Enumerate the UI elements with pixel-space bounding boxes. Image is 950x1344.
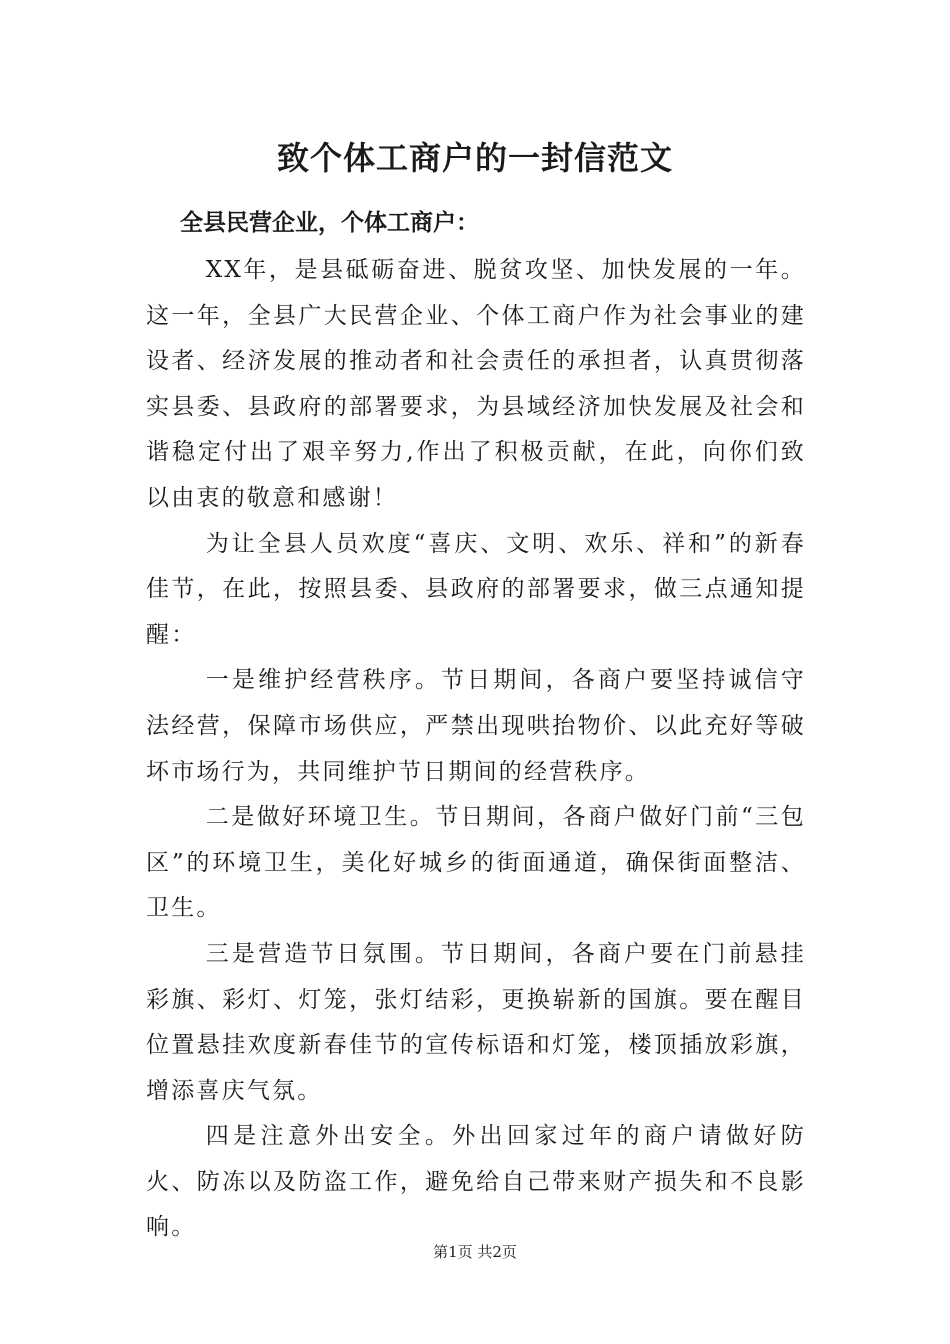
paragraph-point-three: 三是营造节日氛围。节日期间，各商户要在门前悬挂彩旗、彩灯、灯笼，张灯结彩，更换崭新的国旗。要在醒目位置悬挂欢度新春佳节的宣传标语和灯笼，楼顶插放彩旗，增添喜庆气氛。 — [146, 940, 806, 1104]
paragraph-point-two: 二是做好环境卫生。节日期间，各商户做好门前“三包区”的环境卫生，美化好城乡的街面通道，确保街面整洁、卫生。 — [146, 804, 806, 922]
paragraph-notice: 为让全县人员欢度“喜庆、文明、欢乐、祥和”的新春佳节，在此，按照县委、县政府的部署要求，做三点通知提醒： — [146, 530, 806, 648]
paragraph-point-one: 一是维护经营秩序。节日期间，各商户要坚持诚信守法经营，保障市场供应，严禁出现哄抬物价、以此充好等破坏市场行为，共同维护节日期间的经营秩序。 — [146, 667, 806, 785]
letter-body — [146, 248, 806, 1251]
document-title: 致个体工商户的一封信范文 — [276, 139, 673, 177]
paragraph-point-four: 四是注意外出安全。外出回家过年的商户请做好防火、防冻以及防盗工作，避免给自己带来财产损失和不良影响。 — [146, 1123, 806, 1241]
salutation: 全县民营企业，个体工商户： — [180, 209, 479, 236]
page-number: 第1页 共2页 — [433, 1243, 517, 1261]
paragraph-intro: XX年，是县砥砺奋进、脱贫攻坚、加快发展的一年。这一年，全县广大民营企业、个体工商户作为社会事业的建设者、经济发展的推动者和社会责任的承担者，认真贯彻落实县委、县政府的部署要求，为县域经济加快发展及社会和谐稳定付出了艰辛努力,作出了积极贡献，在此，向你们致以由衷的敬意和感谢！ — [146, 257, 806, 511]
